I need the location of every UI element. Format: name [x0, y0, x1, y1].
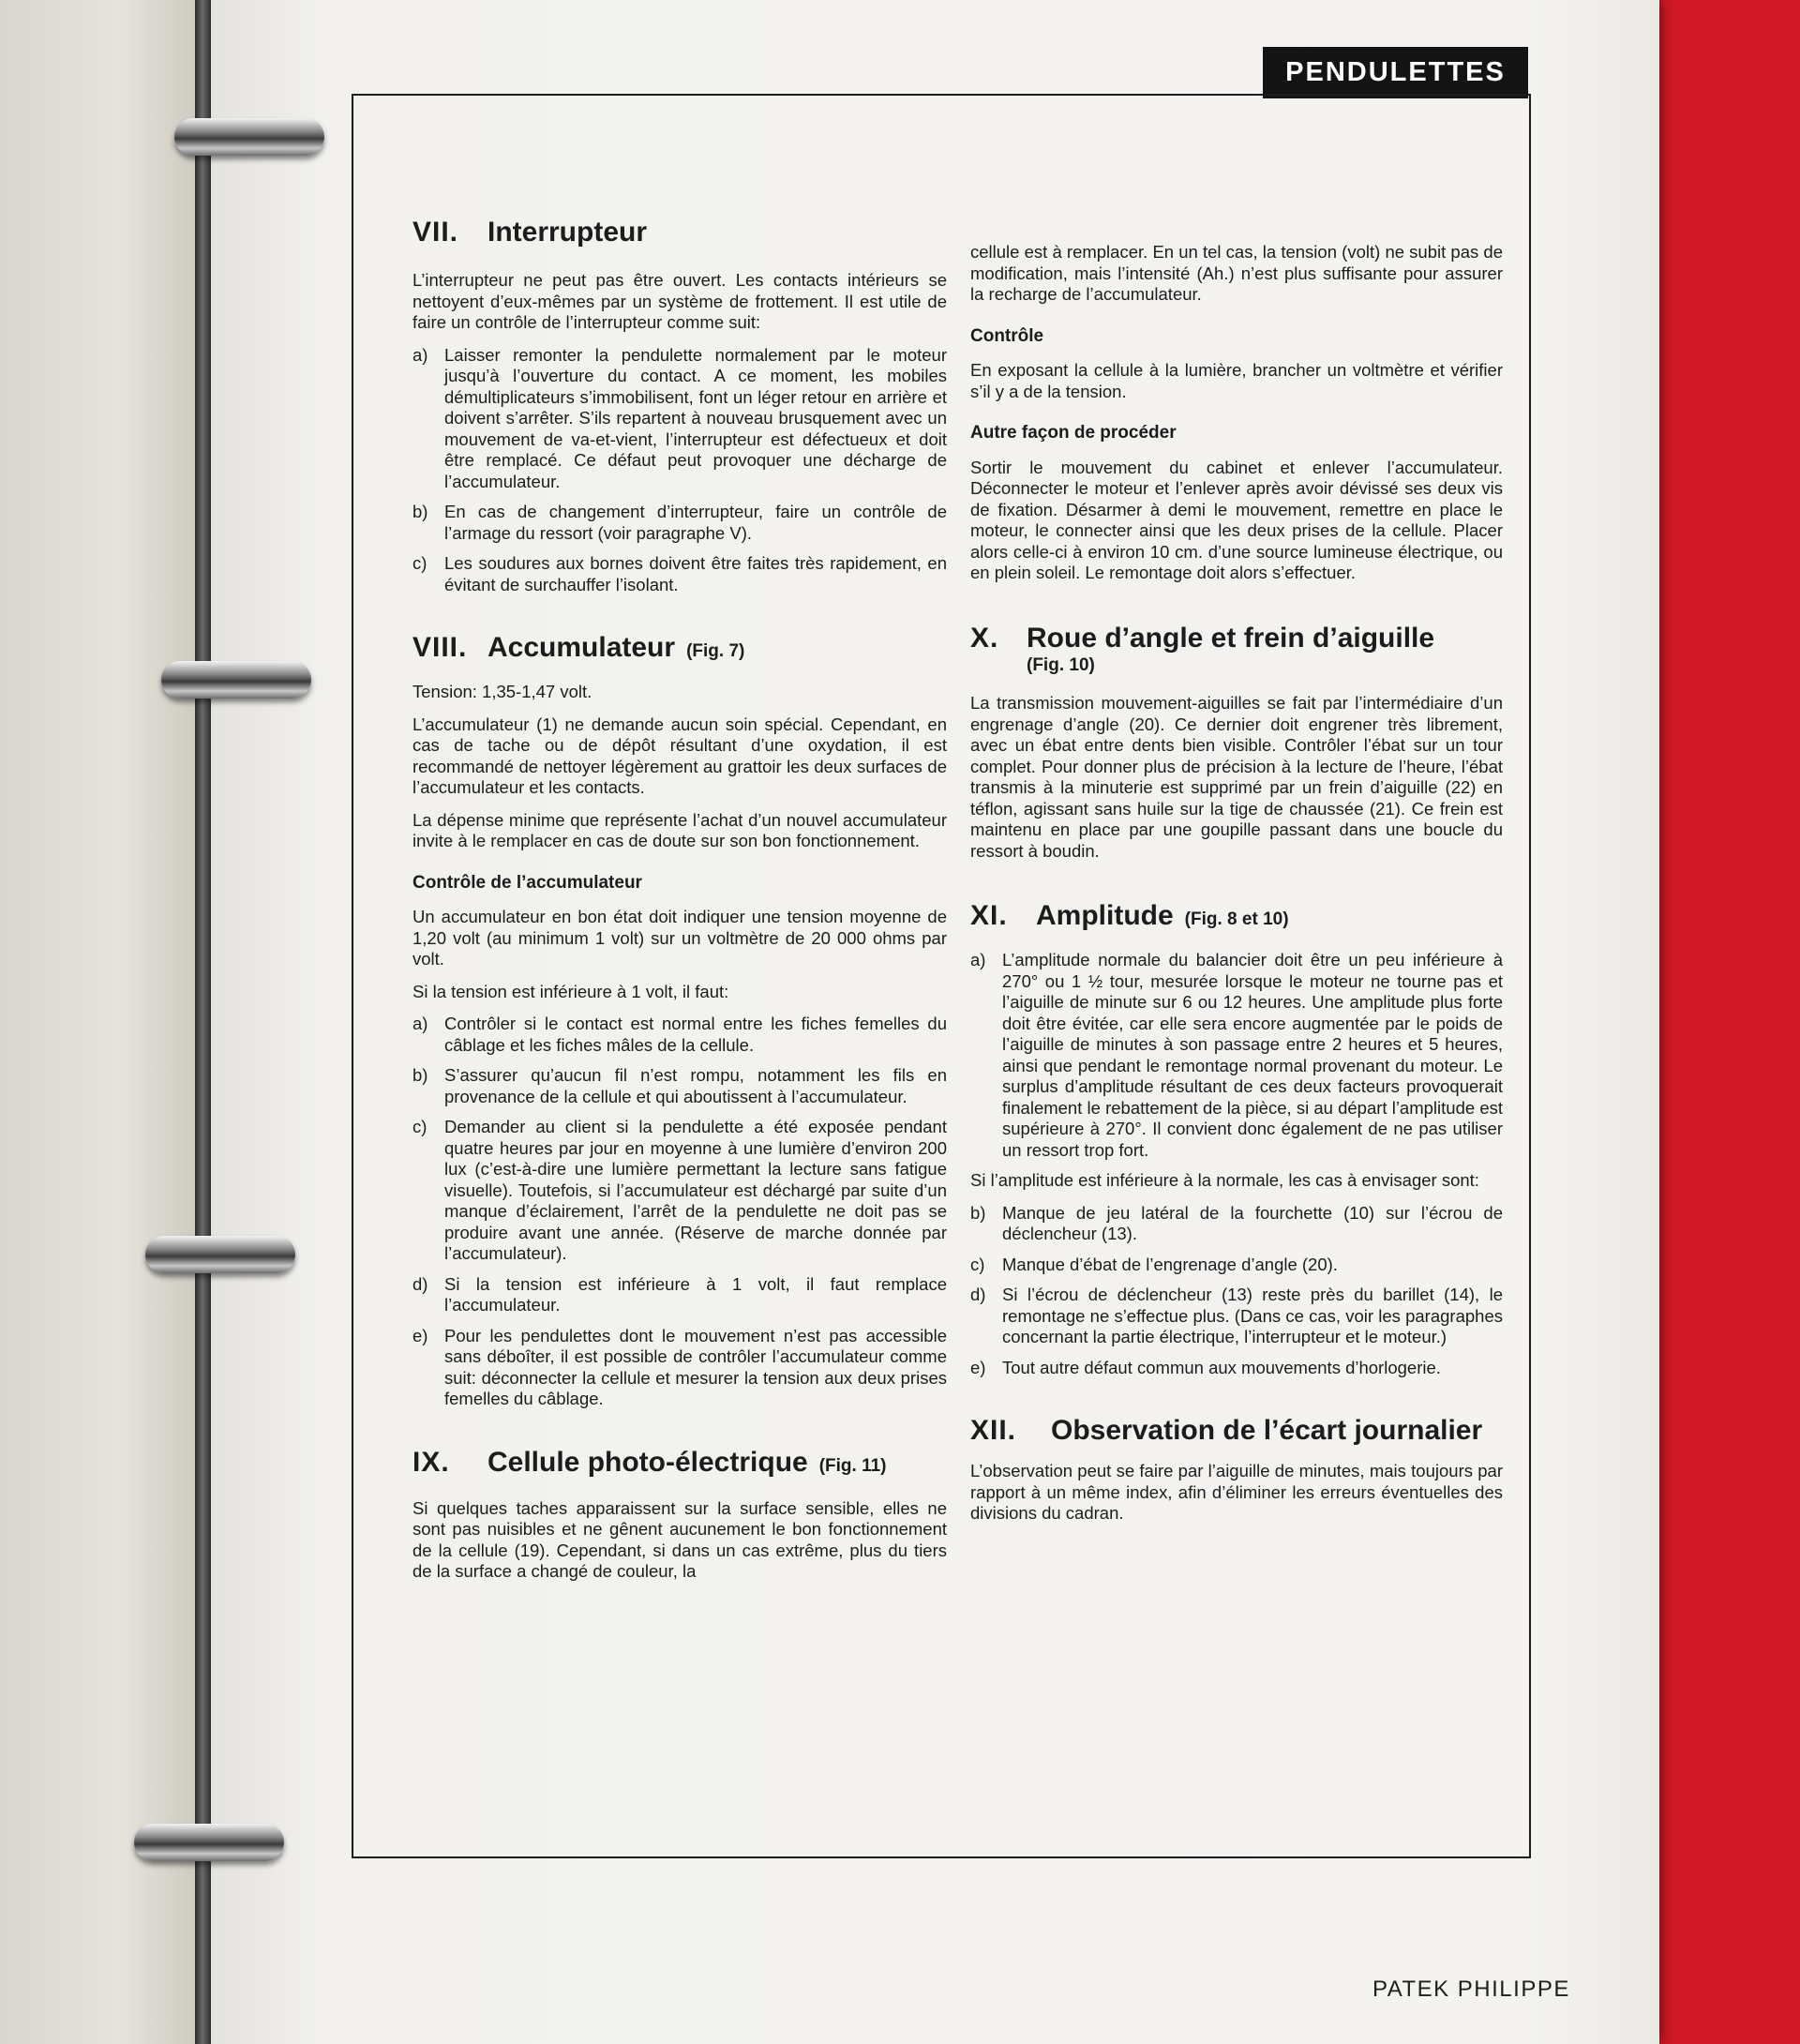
list-item — [412, 1014, 947, 1056]
paragraph: cellule est à remplacer. En un tel cas, la tension (volt) ne subit pas de modification, mais l’intensité (Ah.) n’est plus suffisante pour assurer la recharge de l’accumulateur. — [970, 242, 1503, 304]
binder-ring-2 — [161, 661, 311, 699]
list-text: Les soudures aux bornes doivent être faites très rapidement, en évitant de surchauffer l’isolant. — [444, 553, 947, 594]
list-text: L’amplitude normale du balancier doit être un peu inférieure à 270° ou 1 ½ tour, mesurée lorsque le moteur ne tourne pas et l’aiguille de minute sur 6 ou 12 heures. Une amplitude plus forte doit être évitée, car elle sera encore augmentée par le poids de l’aiguille de minutes à son passage entre 2 heures et 5 heures, ainsi que pendant le remontage normal provenant du moteur. Le surplus d’amplitude résultant de ces deux facteurs provoquerait finalement le rebattement de la pièce, si au départ l’amplitude est supérieure à 270°. Il convient donc également de ne pas utiliser un ressort trop fort. — [1002, 950, 1503, 1160]
list-label: a) — [412, 344, 428, 365]
list-item — [970, 1255, 1503, 1276]
list-text: S’assurer qu’aucun fil n’est rompu, notamment les fils en provenance de la cellule et qui aboutissent à l’accumulateur. — [444, 1065, 947, 1106]
binder-ring-3 — [145, 1236, 295, 1273]
list-label: e) — [412, 1325, 428, 1345]
list-text: Tout autre défaut commun aux mouvements d’horlogerie. — [1002, 1357, 1441, 1377]
section-vii-heading — [412, 216, 947, 249]
list-label: a) — [412, 1014, 428, 1033]
section-title: Cellule photo-électrique — [488, 1446, 808, 1478]
brand-footer: PATEK PHILIPPE — [1372, 1976, 1570, 2002]
list-label: b) — [970, 1202, 986, 1223]
section-xi-heading — [970, 899, 1503, 937]
figure-ref: (Fig. 10) — [1027, 654, 1095, 675]
paragraph: L’accumulateur (1) ne demande aucun soin spécial. Cependant, en cas de tache ou de dépôt résultant d’une oxydation, il est recommandé de nettoyer légèrement au grattoir les deux surfaces de l’accumulateur et les contacts. — [412, 714, 947, 797]
paragraph: Sortir le mouvement du cabinet et enlever l’accumulateur. Déconnecter le moteur et l’enlever après avoir dévissé ses deux vis de fixation. Désarmer à demi le mouvement, remettre en place le moteur, le connecter ainsi que les deux prises de la cellule. Placer alors celle-ci à environ 10 cm. d’une source lumineuse électrique, ou en plein soleil. Le remontage doit alors s’effectuer. — [970, 457, 1503, 582]
left-page — [0, 0, 202, 2044]
list-label: a) — [970, 950, 986, 969]
section-viii-heading — [412, 631, 947, 669]
left-column — [412, 216, 947, 1594]
list-text: Demander au client si la pendulette a été exposée pendant quatre heures par jour en moyenne à une lumière d’environ 200 lux (c’est-à-dire une lumière permettant la lecture sans fatigue visuelle). Toutefois, si l’accumulateur est déchargé par suite d’un manque d’éclairement, l’arrêt de la pendulette ne doit pas se produire avant une année. (Réserve de marche donnée par l’accumulateur). — [444, 1117, 947, 1263]
list-item — [412, 502, 947, 544]
paragraph: Si la tension est inférieure à 1 volt, il faut: — [412, 981, 729, 1001]
binder-ring-4 — [134, 1824, 284, 1861]
section-vii-intro: L’interrupteur ne peut pas être ouvert. Les contacts intérieurs se nettoyent d’eux-mêmes par un système de frottement. Il est utile de faire un contrôle de l’interrupteur comme suit: — [412, 270, 947, 332]
list-item — [970, 1203, 1503, 1245]
paragraph: Si l’amplitude est inférieure à la normale, les cas à envisager sont: — [970, 1170, 1479, 1190]
list-text: Pour les pendulettes dont le mouvement n’est pas accessible sans déboîter, il est possible de contrôler l’accumulateur comme suit: déconnecter la cellule et mesurer la tension aux deux prises femelles du câblage. — [444, 1325, 947, 1408]
list-label: c) — [412, 553, 428, 573]
tension-line: Tension: 1,35-1,47 volt. — [412, 682, 592, 701]
paragraph: La transmission mouvement-aiguilles se fait par l’intermédiaire d’un engrenage d’angle (20). Ce dernier doit engrener très librement, avec un ébat entre dents bien visible. Contrôler l’ébat sur un tour complet. Pour donner plus de précision à la lecture de l’heure, l’ébat transmis à la minuterie est supprimé par un frein d’aiguille (22) en téflon, agissant sans huile sur la tige de chaussée (21). Ce frein est maintenu en place par une goupille passant dans une boucle du ressort à boudin. — [970, 693, 1503, 861]
list-label: d) — [970, 1285, 986, 1304]
list-item — [970, 950, 1503, 1161]
section-title: Observation de l’écart journalier — [1051, 1415, 1483, 1446]
paragraph: Un accumulateur en bon état doit indiquer une tension moyenne de 1,20 volt (au minimum 1 volt) sur un voltmètre de 20 000 ohms par volt. — [412, 907, 947, 969]
list-label: d) — [412, 1273, 428, 1294]
figure-ref: (Fig. 8 et 10) — [1184, 909, 1289, 929]
list-item — [412, 1065, 947, 1107]
section-number: XI. — [970, 900, 1008, 931]
section-xii-heading — [970, 1414, 1503, 1448]
list-item — [412, 345, 947, 493]
list-text: Manque d’ébat de l’engrenage d’angle (20). — [1002, 1254, 1338, 1274]
list-text: Contrôler si le contact est normal entre les fiches femelles du câblage et les fiches mâles de la cellule. — [444, 1014, 947, 1055]
subheading: Contrôle de l’accumulateur — [412, 872, 642, 893]
paragraph: Si quelques taches apparaissent sur la surface sensible, elles ne sont pas nuisibles et ne gênent aucunement le bon fonctionnement de la cellule (19). Cependant, si dans un cas extrême, plus du tiers de la surface a changé de couleur, la — [412, 1497, 947, 1581]
figure-ref: (Fig. 7) — [686, 641, 745, 661]
list-text: Manque de jeu latéral de la fourchette (10) sur l’écrou de déclencheur (13). — [1002, 1202, 1503, 1243]
paragraph: La dépense minime que représente l’achat d’un nouvel accumulateur invite à le remplacer en cas de doute sur son bon fonctionnement. — [412, 809, 947, 850]
list-item — [412, 1117, 947, 1265]
section-title: Accumulateur — [488, 632, 676, 663]
section-number: X. — [970, 622, 999, 654]
paragraph: En exposant la cellule à la lumière, brancher un voltmètre et vérifier s’il y a de la tension. — [970, 360, 1503, 401]
section-ix-heading — [412, 1446, 947, 1483]
list-item — [412, 1326, 947, 1410]
section-number: IX. — [412, 1446, 450, 1478]
list-item — [970, 1358, 1503, 1379]
section-number: VII. — [412, 217, 459, 248]
binder-ring-1 — [174, 118, 324, 156]
right-column — [970, 242, 1503, 1536]
section-number: VIII. — [412, 632, 468, 663]
section-x-heading — [970, 622, 1503, 655]
list-label: c) — [412, 1117, 428, 1136]
list-label: b) — [412, 1065, 428, 1085]
subheading: Contrôle — [970, 325, 1044, 346]
section-title: Roue d’angle et frein d’aiguille — [1027, 622, 1435, 654]
list-item — [412, 553, 947, 595]
subheading: Autre façon de procéder — [970, 423, 1177, 443]
list-item — [412, 1274, 947, 1316]
list-label: c) — [970, 1254, 985, 1274]
list-label: b) — [412, 502, 428, 521]
figure-ref: (Fig. 11) — [818, 1455, 887, 1476]
paragraph: L’observation peut se faire par l’aiguille de minutes, mais toujours par rapport à un même index, afin d’éliminer les erreurs éventuelles des divisions du cadran. — [970, 1461, 1503, 1523]
section-title: Interrupteur — [488, 217, 648, 248]
header-badge: PENDULETTES — [1263, 47, 1528, 98]
list-text: Laisser remonter la pendulette normalement par le moteur jusqu’à l’ouverture du contact. A ce moment, les mobiles démultiplicateurs s’immobilisent, font un léger retour en arrière et doivent s’arrêter. S’ils repartent à nouveau brusquement avec un mouvement de va-et-vient, l’interrupteur est défectueux et doit être remplacé. Ce défaut peut provoquer une décharge de l’accumulateur. — [444, 344, 947, 491]
list-label: e) — [970, 1357, 986, 1377]
list-text: Si l’écrou de déclencheur (13) reste près du barillet (14), le remontage ne s’effectue plus. (Dans ce cas, voir les paragraphes concernant la partie électrique, l’interrupteur et le moteur.) — [1002, 1285, 1503, 1346]
list-text: Si la tension est inférieure à 1 volt, il faut remplace l’accumulateur. — [444, 1273, 947, 1315]
list-text: En cas de changement d’interrupteur, faire un contrôle de l’armage du ressort (voir paragraphe V). — [444, 502, 947, 543]
section-title: Amplitude — [1036, 900, 1174, 931]
section-number: XII. — [970, 1415, 1017, 1446]
list-item — [970, 1285, 1503, 1348]
